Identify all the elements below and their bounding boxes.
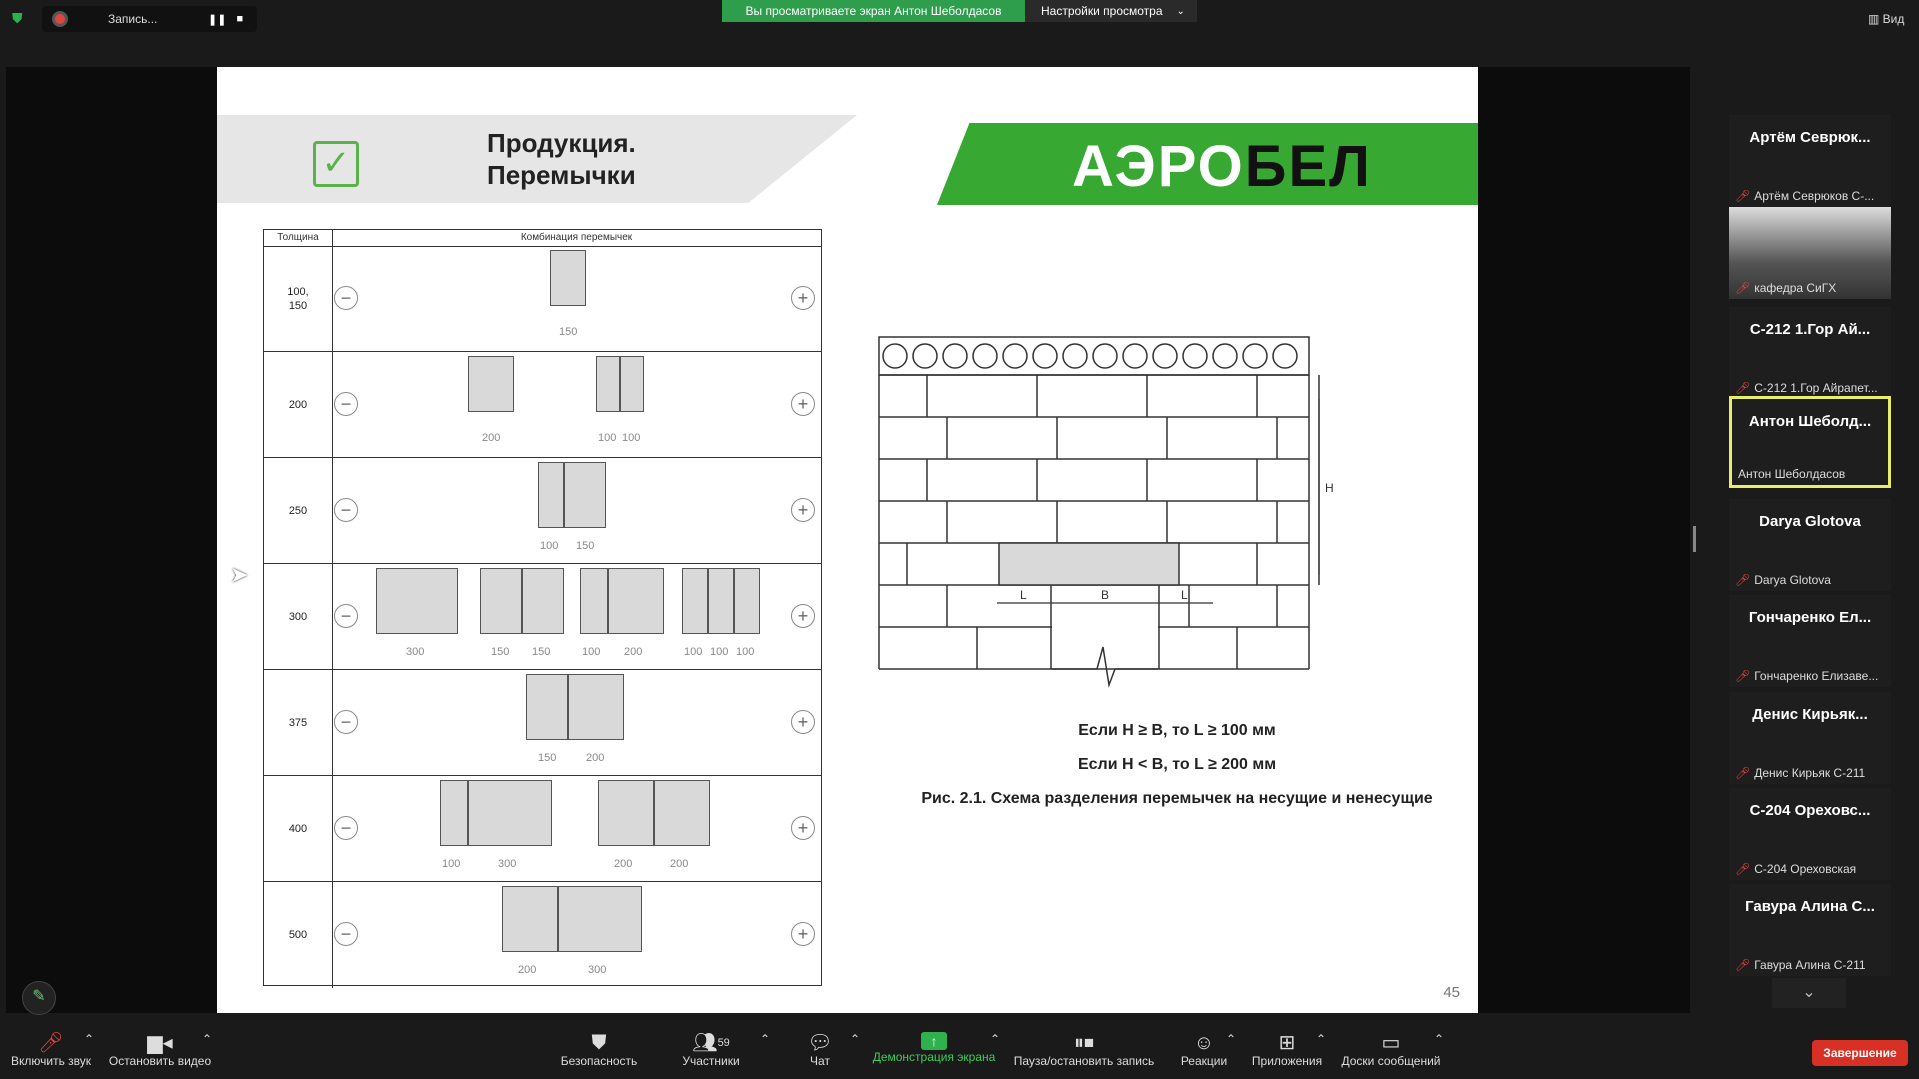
lintel-block [468,780,552,846]
muted-mic-icon: 🎤︎ [1735,381,1751,395]
recording-indicator [42,6,257,32]
diagram-label-l-left: L [1020,588,1027,602]
plus-icon: + [791,498,815,522]
dimension: 200 [624,646,643,658]
lintel-block [440,780,468,846]
whiteboards-options-caret[interactable]: ⌃ [1434,1032,1445,1046]
lintel-block [620,356,644,412]
diagram-label-b: B [1101,588,1110,602]
diagram-label-h: H [1325,481,1334,495]
whiteboards-label: Доски сообщений [1341,1054,1441,1068]
minus-icon: − [334,498,358,522]
share-screen-icon: ↑ [872,1032,996,1050]
share-screen-button[interactable] [872,1032,996,1064]
header-thickness: Толщина [264,230,333,247]
lintel-block [564,462,606,528]
header-combination: Комбинация перемычек [332,230,821,247]
lintel-block [734,568,760,634]
minus-icon: − [334,710,358,734]
participants-label: Участники [682,1054,740,1068]
table-row [264,882,821,988]
lintel-block [708,568,734,634]
scroll-down-chevron-icon[interactable]: ⌄ [1772,978,1846,1008]
audio-options-caret[interactable]: ⌃ [84,1032,95,1046]
plus-icon: + [791,816,815,840]
slide [217,67,1478,1013]
muted-mic-icon: 🎤︎ [1735,766,1751,780]
participant-tile[interactable] [1729,884,1891,976]
participant-tile-active-speaker[interactable] [1729,396,1891,488]
reactions-options-caret[interactable]: ⌃ [1226,1032,1237,1046]
apps-options-caret[interactable]: ⌃ [1316,1032,1327,1046]
chat-button[interactable] [800,1032,840,1068]
view-options-button[interactable] [1025,0,1197,22]
row-thickness: 250 [264,458,333,563]
participant-tile[interactable] [1729,115,1891,207]
meeting-toolbar [0,1024,1919,1079]
dimension: 100 [598,432,617,444]
dimension: 100 [442,858,461,870]
participant-name: Гавура Алина С... [1745,898,1875,915]
apps-button[interactable] [1248,1032,1326,1068]
dimension: 150 [576,540,595,552]
lintel-block [568,674,624,740]
pause-stop-recording-button[interactable] [1012,1032,1156,1068]
participant-label: 🎤︎ С-212 1.Гор Айрапет... [1735,381,1878,395]
minus-icon: − [334,286,358,310]
participant-name: Денис Кирьяк... [1752,706,1868,723]
mouse-cursor-icon: ➤ [230,562,249,587]
table-row [264,458,821,564]
lintel-block [480,568,522,634]
participant-label: 🎤︎ Гончаренко Елизаве... [1735,669,1879,683]
security-button[interactable] [556,1032,642,1068]
participants-icon: 👥︎$^{59}$ [692,1032,730,1054]
participant-label: 🎤︎ Гавура Алина С-211 [1735,958,1866,972]
lintel-block [580,568,608,634]
diagram-label-l-right: L [1181,588,1188,602]
dimension: 200 [518,964,537,976]
viewing-notice: Вы просматриваете экран Антон Шеболдасов [722,0,1025,22]
brand-logo-light: АЭРО [1072,134,1245,199]
dimension: 200 [482,432,501,444]
participant-label: 🎤︎ кафедра СиГХ [1735,281,1837,295]
unmute-label: Включить звук [10,1054,92,1068]
row-thickness: 375 [264,670,333,775]
slide-title [487,127,787,191]
reactions-label: Реакции [1180,1054,1228,1068]
muted-mic-icon: 🎤︎ [1735,189,1751,203]
participant-tile[interactable] [1729,307,1891,399]
lintel-block [654,780,710,846]
video-options-caret[interactable]: ⌃ [202,1032,213,1046]
participant-tile[interactable] [1729,692,1891,784]
dimension: 150 [491,646,510,658]
participant-label: Антон Шеболдасов [1738,467,1846,481]
row-thickness: 300 [264,564,333,669]
participants-button[interactable] [676,1032,746,1068]
video-camera-icon: ▆◂ [147,1032,173,1054]
view-options-label: Настройки просмотра [1041,4,1163,18]
dimension: 150 [538,752,557,764]
plus-icon: + [791,392,815,416]
minus-icon: − [334,604,358,628]
lintel-block [522,568,564,634]
participant-label: 🎤︎ Darya Glotova [1735,573,1831,587]
dimension: 100 [684,646,703,658]
dimension: 300 [588,964,607,976]
table-row [264,246,821,352]
wall-lintel-diagram [857,307,1357,707]
slide-title-line1: Продукция. [487,128,636,158]
lintel-block [376,568,458,634]
record-dot-icon [52,11,68,27]
view-button[interactable]: ▥ Вид [1868,12,1905,26]
pause-record-label: Пауза/остановить запись [1013,1054,1155,1068]
apps-label: Приложения [1251,1054,1323,1068]
security-label: Безопасность [560,1054,638,1068]
row-thickness: 100, 150 [264,246,333,351]
dimension: 150 [532,646,551,658]
apps-icon: ⊞ [1278,1032,1296,1054]
dimension: 300 [498,858,517,870]
muted-mic-icon: 🎤︎ [1735,958,1751,972]
end-meeting-button[interactable]: Завершение [1812,1040,1908,1066]
whiteboard-icon: ▭ [1381,1032,1401,1054]
lintel-block [468,356,514,412]
figure-caption: Рис. 2.1. Схема разделения перемычек на несущие и ненесущие [921,790,1433,807]
security-shield-icon: ⛊ [591,1032,607,1054]
participants-gallery [1729,98,1891,1010]
participant-name: Гончаренко Ел... [1748,609,1872,626]
participants-options-caret[interactable]: ⌃ [760,1032,771,1046]
page-number: 45 [1443,984,1460,1001]
row-thickness: 200 [264,352,333,457]
lintel [999,543,1179,585]
view-button-label: Вид [1882,12,1905,26]
lintel-block [596,356,620,412]
plus-icon: + [791,286,815,310]
dimension: 200 [586,752,605,764]
dimension: 100 [710,646,729,658]
participant-tile[interactable] [1729,207,1891,299]
muted-mic-icon: 🎤︎ [1735,281,1751,295]
participant-name: Антон Шеболд... [1748,413,1872,430]
muted-mic-icon: 🎤︎ [1735,669,1751,683]
share-options-caret[interactable]: ⌃ [990,1032,1001,1046]
stop-recording-button[interactable]: ■ [236,13,244,25]
row-thickness: 400 [264,776,333,881]
pause-recording-button[interactable]: ❚❚ [208,13,227,26]
chat-icon: 💬︎ [807,1032,833,1054]
share-screen-label: Демонстрация экрана [872,1050,996,1064]
dimension: 200 [614,858,633,870]
participant-tile[interactable] [1729,788,1891,880]
chat-options-caret[interactable]: ⌃ [850,1032,861,1046]
participant-name: С-204 Ореховс... [1749,802,1871,819]
lintel-block [538,462,564,528]
mic-off-icon: 🎤︎ [38,1032,64,1054]
minus-icon: − [334,922,358,946]
minus-icon: − [334,816,358,840]
plus-icon: + [791,922,815,946]
muted-mic-icon: 🎤︎ [1735,862,1751,876]
pause-stop-icon: ⏸⏹ [1074,1032,1094,1054]
checkbox-icon: ✓ [313,141,359,187]
brand-logo [1072,133,1372,200]
muted-mic-icon: 🎤︎ [1735,573,1751,587]
dimension: 100 [622,432,641,444]
lintel-table [263,229,822,986]
participant-name: С-212 1.Гор Ай... [1749,321,1871,338]
table-row [264,352,821,458]
reactions-button[interactable] [1176,1032,1232,1068]
participant-name: Darya Glotova [1759,513,1861,530]
stop-video-label: Остановить видео [108,1054,212,1068]
lintel-block [598,780,654,846]
chevron-down-icon: ⌄ [1176,5,1185,17]
whiteboards-button[interactable] [1338,1032,1444,1068]
chat-label: Чат [810,1054,830,1068]
row-thickness: 500 [264,882,333,988]
dimension: 100 [736,646,755,658]
stop-video-button[interactable] [108,1032,212,1068]
plus-icon: + [791,710,815,734]
dimension: 150 [559,326,578,338]
participant-label: 🎤︎ С-204 Ореховская [1735,862,1857,876]
shield-icon[interactable]: ⛊ [12,10,23,26]
lintel-block [502,886,558,952]
lintel-block [682,568,708,634]
minus-icon: − [334,392,358,416]
table-row [264,564,821,670]
dimension: 100 [582,646,601,658]
participant-tile[interactable] [1729,595,1891,687]
lintel-block [550,250,586,306]
table-row [264,670,821,776]
rule-1: Если H ≥ B, то L ≥ 100 мм [1078,722,1276,739]
participant-tile[interactable] [1729,499,1891,591]
panel-resize-handle[interactable] [1693,526,1696,552]
unmute-button[interactable] [8,1032,94,1068]
lintel-block [526,674,568,740]
top-bar [0,0,1919,40]
table-row [264,776,821,882]
dimension: 100 [540,540,559,552]
plus-icon: + [791,604,815,628]
lintel-block [558,886,642,952]
reactions-icon: ☺ [1193,1032,1215,1054]
rule-2: Если H < B, то L ≥ 200 мм [1077,756,1277,773]
brand-logo-dark: БЕЛ [1244,134,1372,199]
dimension: 200 [670,858,689,870]
dimension: 300 [406,646,425,658]
participant-name: Артём Севрюк... [1749,129,1871,146]
participant-label: 🎤︎ Артём Севрюков С-... [1735,189,1875,203]
lintel-block [608,568,664,634]
participant-label: 🎤︎ Денис Кирьяк С-211 [1735,766,1866,780]
recording-label: Запись... [108,12,158,26]
slide-title-line2: Перемычки [487,160,636,190]
annotate-pen-button[interactable]: ✎ [22,981,56,1015]
